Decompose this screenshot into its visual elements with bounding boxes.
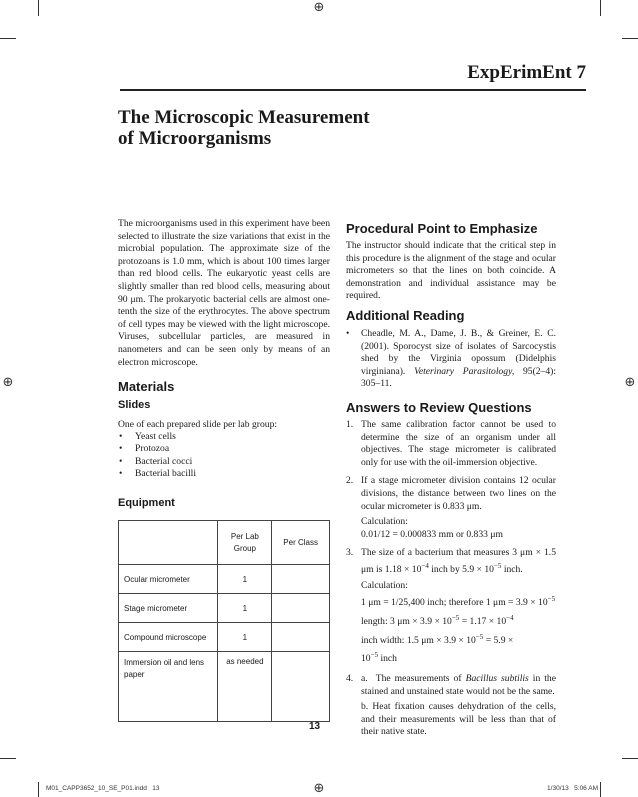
table-cell-group: 1 [218,565,272,594]
exponent: −5 [475,632,484,641]
answer-3-text: inch by 5.9 × 10 [428,564,494,576]
answers-heading: Answers to Review Questions [346,400,532,415]
table-row [119,623,330,652]
footer-file-name: M01_CAPP3652_10_SE_P01.indd 13 [46,785,160,792]
exponent: −4 [506,614,514,622]
table-cell-group: as needed [218,652,272,722]
answer-2-text: If a stage micrometer division contains 12 ocular divisions, the distance between two lines on the ocular micrometer is 0.833 μm. [361,475,556,512]
exponent: −5 [547,595,556,604]
calc-line: = 5.9 × [483,634,514,646]
answer-2-calc-label: Calculation: [361,516,408,528]
crop-mark-top-right [600,0,601,16]
registration-mark-right-icon: ⊕ [624,375,636,390]
bullet: • [346,328,350,339]
answer-number: 1. [346,419,354,430]
answer-4a-text: in the stained and unstained state would not be the same. [361,673,556,697]
table-header-row [119,521,330,565]
exponent: −5 [493,561,502,570]
footer-timestamp: 1/30/13 5:06 AM [547,785,598,792]
list-item: • Yeast cells [118,431,330,443]
table-cell-item: Immersion oil and lens paper [119,652,218,722]
table-row [119,565,330,594]
exponent: −5 [370,651,379,660]
crop-mark-bottom-left [38,782,39,797]
exponent: −4 [421,561,429,570]
table-header-item [119,521,218,565]
table-cell-class [272,565,330,594]
answer-1 [346,419,556,469]
answer-1-text: The same calibration factor cannot be used to determine the size of an organism under all objectives. The stage micrometer is calibrated only for use with the oil-immersion objective. [361,419,556,468]
reference-volume: 95(2–4): 305–11. [361,365,557,390]
reference-journal: Veterinary Parasitology, [414,365,515,377]
answer-4 [346,673,556,739]
answer-number: 3. [346,547,354,559]
reading-heading: Additional Reading [346,308,465,323]
page-title [118,107,370,149]
crop-mark-bottom-right-h [622,758,638,759]
list-item: • Bacterial cocci [118,456,330,468]
crop-mark-top-left [38,0,39,16]
calc-line: inch width: 1.5 μm × 3.9 × 10 [361,634,476,646]
calc-line: inch [378,653,397,665]
table-cell-item: Compound microscope [119,623,218,652]
reference-authors: Cheadle, M. A., Dame, J. B., & Greiner, E. C. (2001). Sporocyst size of isolates of Sarcocystis shed by the Virginia opossum (Didelphis virginiana). [361,328,556,377]
crop-mark-bottom-right [600,782,601,797]
title-line-2: of Microorganisms [118,128,272,149]
answer-4a-text: The measurements of [375,673,466,685]
table-cell-group: 1 [218,623,272,652]
answer-3-calculation [361,592,556,667]
calc-line: length: 3 μm × 3.9 × 10 [361,616,452,628]
intro-paragraph: The microorganisms used in this experiment have been selected to illustrate the size variations that exist in the microbial population. The approximate size of the protozoans is 1.0 mm, which is about 100 times larger than red blood cells. The eukaryotic yeast cells are slightly smaller than red blood cells, measuring about 90 μm. The prokaryotic bacterial cells are almost one-tenth the size of the erythrocytes. The above spectrum of cell types may be viewed with the light microscope. Viruses, subcellular particles, are measured in nanometers and can be seen only by means of an electron microscope. [118,218,330,368]
answer-number: 2. [346,475,354,487]
table-cell-group: 1 [218,594,272,623]
table-header-per-group: Per Lab Group [218,521,272,565]
slides-intro: One of each prepared slide per lab group: [118,419,278,430]
list-item: • Bacterial bacilli [118,468,330,480]
table-cell-item: Ocular micrometer [119,565,218,594]
answer-4b-text: b. Heat fixation causes dehydration of the cells, and their measurements will be less than that of their native state. [361,701,556,738]
equipment-heading: Equipment [118,497,175,509]
answer-4-label: a. [361,673,368,685]
calc-line: = 1.17 × 10 [459,616,507,628]
header-rule [120,89,586,91]
answer-4a-species: Bacillus subtilis [465,673,529,685]
answer-2-calc: 0.01/12 = 0.000833 mm or 0.833 μm [361,528,503,540]
answer-3-text: inch. [501,564,523,576]
materials-heading: Materials [118,379,175,394]
slides-list [118,431,330,480]
registration-mark-left-icon: ⊕ [2,375,14,390]
list-item: • Protozoa [118,443,330,455]
reference-item [346,328,556,391]
table-cell-item: Stage micrometer [119,594,218,623]
answer-3-text: The size of a bacterium that measures 3 μm × 1.5 μm is 1.18 × 10 [361,547,556,576]
crop-mark-top-right-h [622,38,638,39]
procedural-heading: Procedural Point to Emphasize [346,221,538,236]
experiment-label: ExpErimEnt 7 [467,62,586,83]
answers-list [346,419,556,745]
procedural-paragraph: The instructor should indicate that the critical step in this procedure is the alignment of the stage and ocular micrometers so that the lines on both coincide. A demonstration and individual assistance may be required. [346,240,556,302]
crop-mark-bottom-left-h [0,758,16,759]
calc-line: 1 μm = 1/25,400 inch; therefore 1 μm = 3.9 × 10 [361,597,548,609]
table-row [119,652,330,722]
answer-2 [346,475,556,541]
crop-mark-top-left-h [0,38,16,39]
table-cell-class [272,652,330,722]
exponent: −5 [451,614,460,622]
slides-heading: Slides [118,399,151,411]
title-line-1: The Microscopic Measurement [118,107,370,128]
registration-mark-bottom-icon: ⊕ [313,781,325,796]
answer-3 [346,547,556,667]
answer-number: 4. [346,673,354,685]
table-cell-class [272,594,330,623]
registration-mark-top-icon: ⊕ [313,0,325,15]
calc-line: 10 [361,653,371,665]
page-number: 13 [309,721,321,732]
answer-3-calc-label: Calculation: [361,579,408,591]
table-header-per-class: Per Class [272,521,330,565]
table-cell-class [272,623,330,652]
equipment-table [118,520,330,722]
table-row [119,594,330,623]
